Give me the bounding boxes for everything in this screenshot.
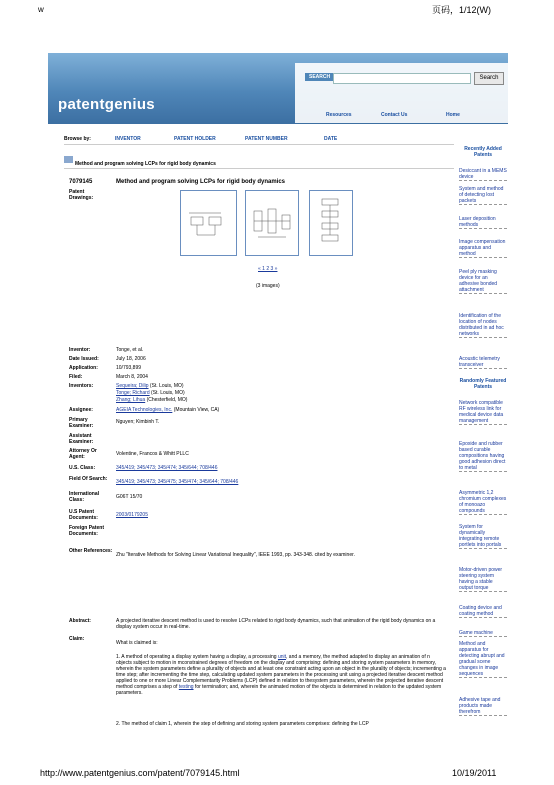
filed-label: Filed: xyxy=(69,374,83,380)
us-patent-docs-link[interactable]: 2003/0179205 xyxy=(116,512,148,518)
drawing-thumbnail-2[interactable] xyxy=(245,190,299,256)
print-header-right: 页码，1/12(W) xyxy=(432,5,492,15)
browse-date[interactable]: DATE xyxy=(324,136,338,142)
claim-2: 2. The method of claim 1, wherein the step of defining and storing system parameters comprises: defining the LCP xyxy=(116,721,369,727)
claim-label: Claim: xyxy=(69,636,85,642)
date-issued-label: Date Issued: xyxy=(69,356,99,362)
drawing-thumbnail-1[interactable] xyxy=(180,190,237,256)
assignee-link[interactable]: AGEIA Technologies, Inc. xyxy=(116,407,173,413)
claim-1-text: 1. A method of operating a display system having a display, a processing xyxy=(116,654,278,660)
claim-1 xyxy=(116,654,446,696)
us-patent-docs-label: U.S Patent Documents: xyxy=(69,509,98,521)
assistant-examiner-label: Assistant Examiner: xyxy=(69,433,94,445)
recent-patent-link[interactable]: Image compensation apparatus and method xyxy=(459,239,506,257)
recent-patent-link[interactable]: Laser deposition methods xyxy=(459,216,507,229)
application-label: Application: xyxy=(69,365,98,371)
inventor-location: (St. Louis, MO) xyxy=(149,383,184,389)
international-class-label: International Class: xyxy=(69,491,100,503)
randomly-featured-heading: Randomly Featured Patents xyxy=(459,378,507,390)
inventor-link[interactable]: Tonge; Richard xyxy=(116,390,150,396)
drawings-pager[interactable]: « 1 2 3 » xyxy=(258,266,278,272)
recent-patent-link[interactable]: Identification of the location of nodes distributed in ad hoc networks xyxy=(459,313,507,338)
inventor-entry xyxy=(116,390,446,396)
browse-patent-number[interactable]: PATENT NUMBER xyxy=(245,136,288,142)
nav-contact-us[interactable]: Contact Us xyxy=(381,112,408,118)
print-footer-url: http://www.patentgenius.com/patent/7079145.html xyxy=(40,768,240,778)
claim-intro: What is claimed is: xyxy=(116,640,158,646)
search-input[interactable] xyxy=(333,73,471,84)
attorney-label: Attorney Or Agent: xyxy=(69,448,97,460)
foreign-patent-docs-label: Foreign Patent Documents: xyxy=(69,525,105,537)
search-button[interactable]: Search xyxy=(474,72,504,85)
drawing-sketch-icon xyxy=(246,191,298,255)
random-patent-link[interactable]: Motor-driven power steering system having a stable output torque xyxy=(459,567,507,592)
inventor-entry xyxy=(116,383,446,389)
print-header-left: w xyxy=(38,5,44,14)
patent-drawings-label: Patent Drawings: xyxy=(69,189,94,201)
recent-patent-link[interactable]: Desiccant in a MEMS device xyxy=(459,168,507,180)
inventor-link[interactable]: Zhang; Lihua xyxy=(116,397,146,403)
field-of-search-links[interactable]: 345/419; 345/473; 345/475; 345/474; 345/644; 708/446 xyxy=(116,479,239,485)
inventor-link[interactable]: Sequeira; Dilip xyxy=(116,383,149,389)
drawing-thumbnail-3[interactable] xyxy=(309,190,353,256)
inventor-value: Tonge, et al. xyxy=(116,347,144,353)
field-of-search-label: Field Of Search: xyxy=(69,476,108,482)
site-logo[interactable] xyxy=(58,96,155,113)
random-patent-link[interactable]: Epoxide and rubber based curable compositions having good adhesion direct to metal xyxy=(459,441,506,471)
patent-title: Method and program solving LCPs for rigid body dynamics xyxy=(116,179,286,185)
international-class-value: G06T 15/70 xyxy=(116,494,143,500)
patent-number: 7079145 xyxy=(69,179,93,185)
recent-patent-link[interactable]: Peel ply masking device for an adhesive bonded attachment xyxy=(459,269,507,294)
random-patent-link[interactable]: System for dynamically integrating remote portlets into portals xyxy=(459,524,507,549)
inventor-location: (St. Louis, MO) xyxy=(151,390,185,396)
other-references-label: Other References: xyxy=(69,548,113,554)
primary-examiner-value: Nguyen; Kimbinh T. xyxy=(116,419,160,425)
random-patent-link[interactable]: Coating device and coating method xyxy=(459,605,507,618)
us-class-label: U.S. Class: xyxy=(69,465,96,471)
recently-added-heading: Recently Added Patents xyxy=(464,146,502,158)
browse-patent-holder[interactable]: PATENT HOLDER xyxy=(174,136,216,142)
recent-patent-link[interactable]: Acoustic telemetry transceiver xyxy=(459,356,507,369)
inventor-label: Inventor: xyxy=(69,347,91,353)
drawing-sketch-icon xyxy=(310,191,352,255)
nav-resources[interactable]: Resources xyxy=(326,112,352,118)
assignee-label: Assignee: xyxy=(69,407,93,413)
application-value: 10/793,899 xyxy=(116,365,142,371)
primary-examiner-label: Primary Examiner: xyxy=(69,417,94,429)
print-footer-date: 10/19/2011 xyxy=(452,768,497,778)
abstract-text: A projected iterative descent method is used to resolve LCPs related to rigid body dynamics, such that animation of the rigid body dynamics on a display system occur in real-time. xyxy=(116,618,436,630)
random-patent-link[interactable]: Game machine xyxy=(459,630,507,637)
assignee-value xyxy=(116,407,446,413)
random-patent-link[interactable]: Adhesive tape and products made therefrom xyxy=(459,697,507,716)
recent-patent-link[interactable]: System and method of detecting lost packets xyxy=(459,186,507,205)
abstract-label: Abstract: xyxy=(69,618,91,624)
inventor-location: (Chesterfield, MO) xyxy=(146,397,188,403)
claim-link-unit[interactable]: unit xyxy=(277,654,287,660)
image-count: (3 images) xyxy=(256,283,280,289)
section-title: Method and program solving LCPs for rigid body dynamics xyxy=(75,161,216,167)
random-patent-link[interactable]: Asymmetric 1,2 chromium complexes of monoazo compounds xyxy=(459,490,507,514)
search-label: SEARCH xyxy=(305,73,334,81)
browse-label: Browse by: xyxy=(64,136,91,142)
logo-text: patentgenius xyxy=(58,96,155,113)
attorney-value: Volentine, Francos & Whitt PLLC xyxy=(116,451,189,457)
assignee-location: (Mountain View, CA) xyxy=(173,407,220,413)
other-references-value: Zhu "Iterative Methods for Solving Linear Variational Inequality", IEEE 1993, pp. 343-348. cited by examiner. xyxy=(116,552,355,558)
claim-1-text: , and a memory, the method adapted to display an animation of n objects subject to motion in mconstrained degrees of freedom on the display and comprising: defining and storing system parameters in memory, wherein the system parameters define a plurality of objects and at least one constraint acting upon an object in the plurality of objects; incrementing a time step; after incrementing the time step, calculating updated system parameters in the processing unit using a projected iterative descent method applied to one or more Linear Complementarity Problems (LCP) defined in relation to thesystem parameters, wherein the projected iterative descent method comprises a step of xyxy=(116,654,446,690)
browse-inventor[interactable]: INVENTOR xyxy=(115,136,141,142)
claim-link-testing[interactable]: testing xyxy=(178,684,194,690)
random-patent-link[interactable]: Method and apparatus for detecting abrupt and gradual scene changes in image sequences xyxy=(459,641,507,678)
nav-home[interactable]: Home xyxy=(446,112,460,118)
drawing-sketch-icon xyxy=(181,191,236,255)
inventors-label: Inventors: xyxy=(69,383,94,389)
divider xyxy=(64,144,454,145)
date-issued-value: July 18, 2006 xyxy=(116,356,146,362)
us-class-links[interactable]: 345/419; 345/473; 345/474; 345/644; 708/446 xyxy=(116,465,218,471)
section-divider xyxy=(64,168,454,169)
section-icon xyxy=(64,156,73,163)
random-patent-link[interactable]: Network compatible RF wireless link for medical device data management xyxy=(459,400,507,425)
claim-1-text: for termination; and, wherein the animated motion of the objects is determined in relation to the updated system parameters. xyxy=(116,684,442,696)
filed-value: March 8, 2004 xyxy=(116,374,148,380)
inventor-entry xyxy=(116,397,446,403)
